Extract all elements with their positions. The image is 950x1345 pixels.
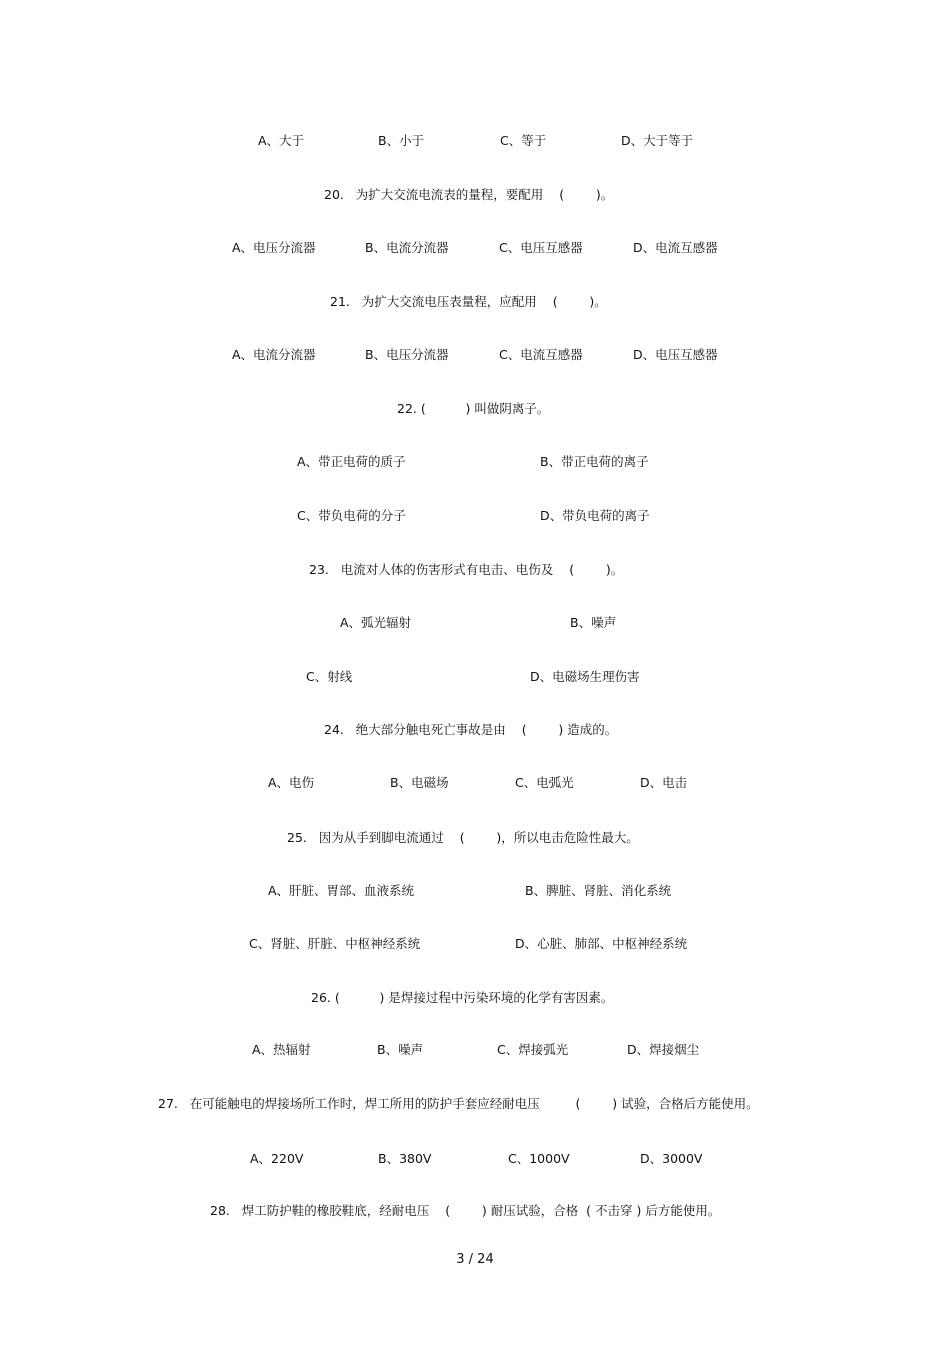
page-number: 3 / 24 (456, 1252, 494, 1267)
q23-option-b: B、噪声 (570, 615, 617, 630)
q20-option-a: A、电压分流器 (232, 240, 316, 255)
q24-option-c: C、电弧光 (515, 775, 574, 790)
q19-option-a: A、大于 (258, 133, 305, 148)
q22-option-d: D、带负电荷的离子 (540, 508, 650, 523)
q27-option-c: C、1000V (508, 1151, 570, 1166)
q25-option-a: A、肝脏、胃部、血液系统 (268, 883, 415, 898)
q21-option-c: C、电流互感器 (499, 347, 583, 362)
q22-option-a: A、带正电荷的质子 (297, 454, 406, 469)
q23-stem: 23. 电流对人体的伤害形式有电击、电伤及 ( )。 (309, 562, 624, 577)
q20-stem: 20. 为扩大交流电流表的量程，要配用 ( )。 (324, 187, 614, 202)
q23-option-d: D、电磁场生理伤害 (530, 669, 640, 684)
q28-stem: 28. 焊工防护鞋的橡胶鞋底，经耐电压 ( ) 耐压试验，合格 ( 不击穿 ) 后方能使用。 (210, 1203, 721, 1218)
q26-stem: 26. ( ) 是焊接过程中污染环境的化学有害因素。 (311, 990, 614, 1005)
q25-stem: 25. 因为从手到脚电流通过 ( )，所以电击危险性最大。 (287, 830, 639, 845)
q26-option-c: C、焊接弧光 (497, 1042, 569, 1057)
q27-option-b: B、380V (378, 1151, 432, 1166)
q22-option-c: C、带负电荷的分子 (297, 508, 406, 523)
q27-stem: 27. 在可能触电的焊接场所工作时，焊工所用的防护手套应经耐电压 ( ) 试验，合格后方能使用。 (158, 1096, 759, 1111)
q27-option-a: A、220V (250, 1151, 304, 1166)
q19-option-b: B、小于 (378, 133, 425, 148)
q27-option-d: D、3000V (640, 1151, 703, 1166)
q21-option-d: D、电压互感器 (633, 347, 718, 362)
q24-option-b: B、电磁场 (390, 775, 449, 790)
q25-option-d: D、心脏、肺部、中枢神经系统 (515, 936, 688, 951)
q24-stem: 24. 绝大部分触电死亡事故是由 ( ) 造成的。 (324, 722, 618, 737)
q25-option-c: C、肾脏、肝脏、中枢神经系统 (249, 936, 421, 951)
q24-option-a: A、电伤 (268, 775, 315, 790)
q20-option-d: D、电流互感器 (633, 240, 718, 255)
q20-option-b: B、电流分流器 (365, 240, 449, 255)
q24-option-d: D、电击 (640, 775, 688, 790)
q25-option-b: B、脾脏、肾脏、消化系统 (525, 883, 672, 898)
q22-stem: 22. ( ) 叫做阴离子。 (397, 401, 550, 416)
q21-stem: 21. 为扩大交流电压表量程，应配用 ( )。 (330, 294, 607, 309)
q26-option-a: A、热辐射 (252, 1042, 311, 1057)
q19-option-d: D、大于等于 (621, 133, 694, 148)
q26-option-b: B、噪声 (377, 1042, 424, 1057)
q23-option-c: C、射线 (306, 669, 353, 684)
q23-option-a: A、弧光辐射 (340, 615, 412, 630)
q21-option-b: B、电压分流器 (365, 347, 449, 362)
q19-option-c: C、等于 (500, 133, 547, 148)
q26-option-d: D、焊接烟尘 (627, 1042, 700, 1057)
q22-option-b: B、带正电荷的离子 (540, 454, 649, 469)
q20-option-c: C、电压互感器 (499, 240, 583, 255)
q21-option-a: A、电流分流器 (232, 347, 316, 362)
